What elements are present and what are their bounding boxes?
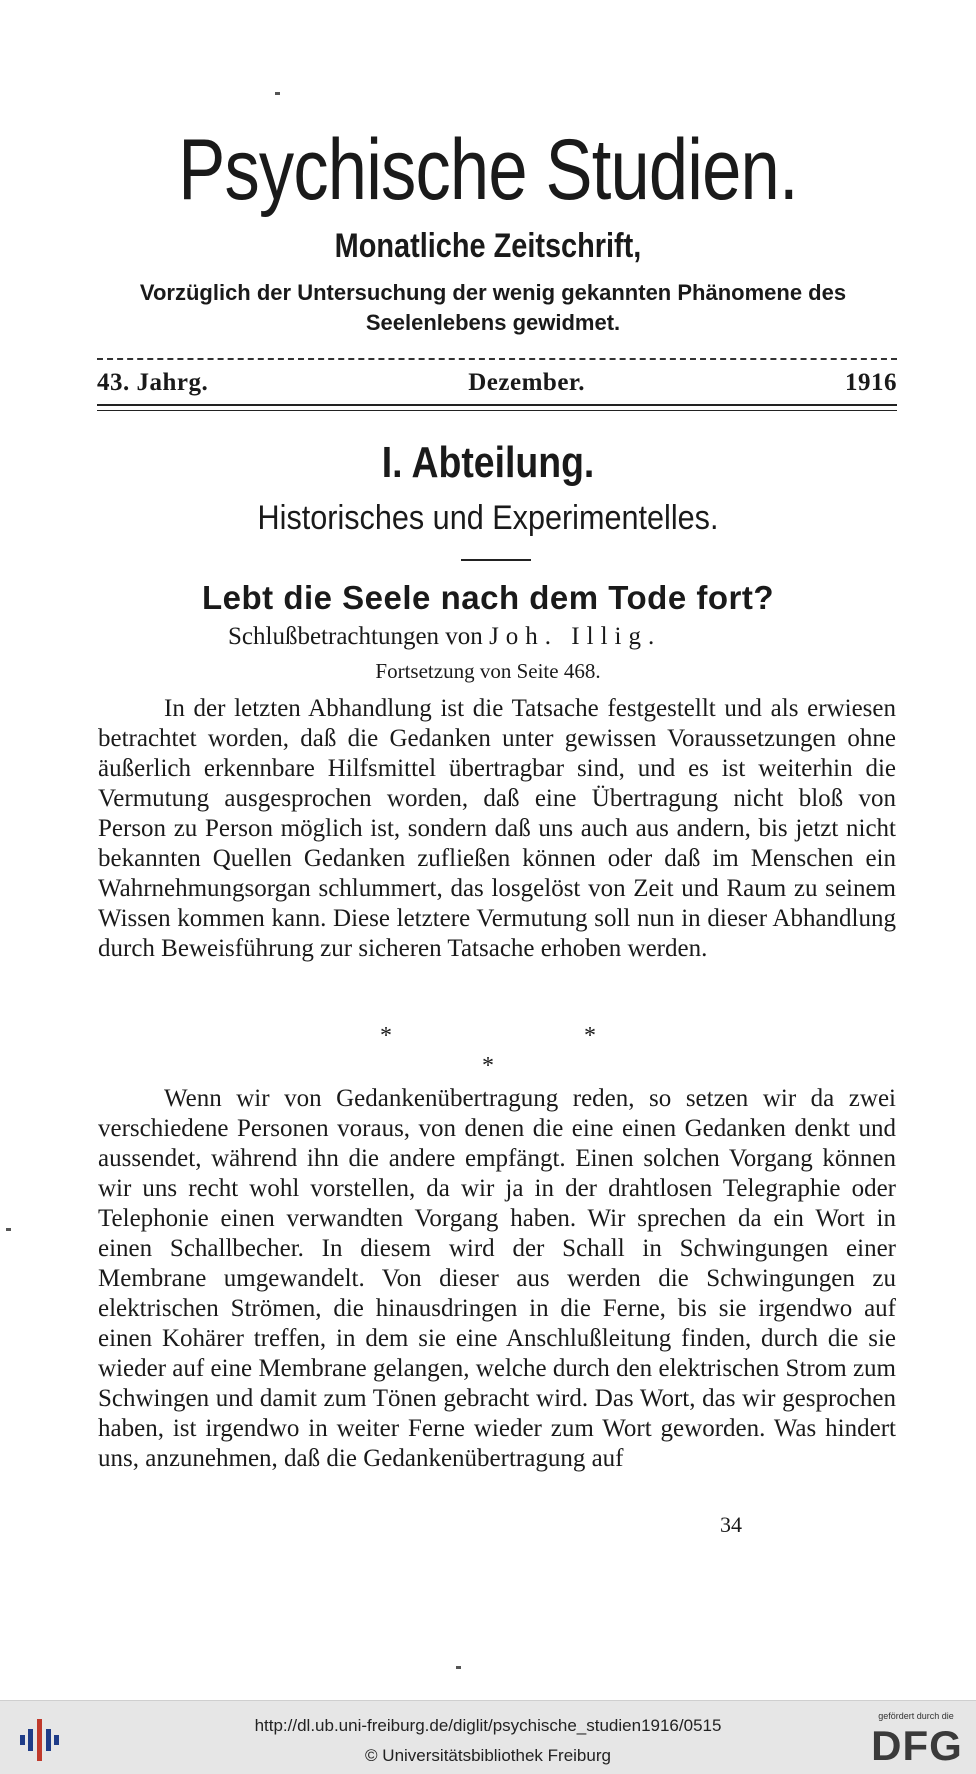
separator-stars-row-2: * (482, 1053, 494, 1079)
page-number: 34 (720, 1512, 742, 1537)
tagline-line-1: Vorzüglich der Untersuchung der wenig gekannten Phänomene des (139, 280, 847, 305)
section-title: I. Abteilung. (381, 438, 595, 487)
dfg-tagline: gefördert durch die (878, 1711, 954, 1721)
section-subtitle: Historisches und Experimentelles. (257, 499, 719, 537)
byline-author: Joh. Illig. (489, 623, 662, 650)
issue-year: 1916 (844, 369, 897, 396)
permalink-url[interactable]: http://dl.ub.uni-freiburg.de/diglit/psychische_studien1916/0515 (254, 1716, 722, 1735)
tagline-line-2: Seelenlebens gewidmet. (365, 310, 621, 335)
issue-line (97, 365, 897, 401)
copyright-notice: © Universitätsbibliothek Freiburg (365, 1746, 611, 1765)
journal-tagline (90, 278, 896, 338)
masthead-title: Psychische Studien. (178, 122, 798, 218)
library-logo-icon (18, 1717, 62, 1763)
issue-volume: 43. Jahrg. (97, 369, 209, 396)
header-rule-bottom-2 (97, 410, 897, 411)
article-byline (228, 620, 788, 654)
section-divider (461, 559, 531, 561)
header-rule-top (97, 358, 897, 360)
scan-speck (456, 1666, 461, 1669)
scan-speck (275, 92, 280, 95)
article-paragraph-2: Wenn wir von Gedankenübertragung reden, so setzen wir da zwei verschiedene Personen voraus, von denen die eine einen Gedanken denkt und aussendet, während ihn die andere empfängt. Einen solchen Vorgang können wir uns recht wohl vorstellen, da wir ja in der drahtlosen Telegraphie oder Telephonie einen verwandten Vorgang haben. Wir sprechen da ein Wort in einen Schallbecher. In diesem wird der Schall in Schwingungen einer Membrane umgewandelt. Von dieser aus werden die Schwingungen zu elektrischen Strömen, die hinausdringen in die Ferne, bis sie irgendwo auf einen Kohärer treffen, in dem sie eine Anschlußleitung finden, durch die sie wieder auf eine Membrane gelangen, welche durch den elektrischen Strom zum Schwingen und damit zum Tönen gebracht wird. Das Wort, das wir gesprochen haben, ist irgendwo in weiter Ferne wieder zum Wort geworden. Was hindert uns, anzunehmen, daß die Gedankenübertragung auf (98, 1085, 896, 1472)
journal-subtitle: Monatliche Zeitschrift, (334, 227, 642, 265)
scan-speck (6, 1228, 11, 1231)
viewer-footer (0, 1700, 976, 1774)
byline-prefix: Schlußbetrachtungen von (228, 623, 483, 650)
dfg-logo: DFG (871, 1722, 963, 1769)
issue-month: Dezember. (468, 369, 585, 396)
continuation-note: Fortsetzung von Seite 468. (375, 659, 601, 683)
article-title: Lebt die Seele nach dem Tode fort? (202, 579, 774, 616)
article-paragraph-1: In der letzten Abhandlung ist die Tatsache festgestellt und als erwiesen betrachtet worden, daß die Gedanken unter gewissen Voraussetzungen ohne äußerlich erkennbare Hilfsmittel übertragbar sind, und es ist weiterhin die Vermutung ausgesprochen worden, daß eine Übertragung nicht bloß von Person zu Person möglich ist, sondern daß uns auch aus andern, bis jetzt nicht bekannten Quellen Gedanken zufließen können oder daß im Menschen ein Wahrnehmungsorgan schlummert, das losgelöst von Zeit und Raum zu seinem Wissen kommen kann. Diese letztere Vermutung soll nun in dieser Abhandlung durch Beweisführung zur sicheren Tatsache erhoben werden. (98, 695, 896, 962)
header-rule-bottom-1 (97, 404, 897, 406)
separator-stars-row-1: * * (380, 1023, 596, 1049)
